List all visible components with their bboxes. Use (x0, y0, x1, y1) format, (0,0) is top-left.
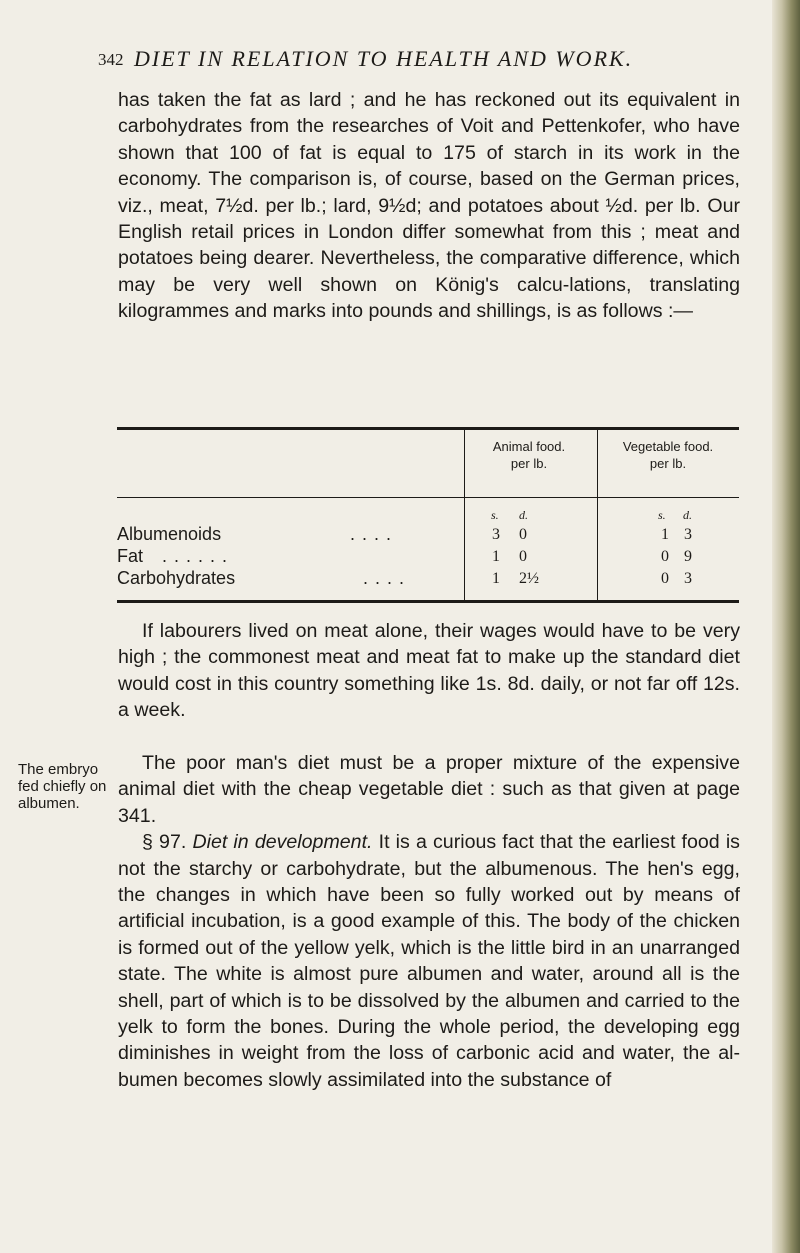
row-label: Fat (117, 546, 144, 566)
section-heading: Diet in development. (192, 831, 373, 854)
page-header (98, 44, 758, 78)
animal-shillings: 1 (492, 548, 500, 565)
section-97 (118, 829, 740, 1093)
animal-pence: 0 (519, 526, 527, 543)
table-row (117, 524, 739, 546)
column-header-vegetable (597, 438, 739, 472)
section-number: § 97. (142, 831, 187, 854)
vegetable-pence: 3 (684, 570, 692, 587)
paragraph-1: has taken the fat as lard ; and he has reckoned out its equivalent in carbohydrates from the researches of Voit and Pettenkofer, who have shown that 100 of fat is equal to 175 of starch in its work in the economy. The comparison is, of course, based on the German prices, viz., meat, 7½d. per lb.; lard, 9½d; and potatoes about ½d. per lb. Our English retail prices in London differ somewhat from this ; meat and potatoes being dearer. Nevertheless, the comparative difference, which may be very well shown on König's calcu-lations, translating kilogrammes and marks into pounds and shillings, is as follows :— (118, 89, 740, 323)
page-edge-shadow (772, 0, 800, 1253)
unit-shillings: s. (658, 508, 666, 522)
unit-pence: d. (683, 508, 692, 522)
vegetable-pence: 9 (684, 548, 692, 565)
unit-shillings: s. (491, 508, 499, 522)
column-header-animal-title: Animal food. (492, 439, 566, 454)
price-table (117, 427, 739, 603)
paragraph-3: The poor man's diet must be a proper mixture of the expensive animal diet with the cheap vegetable diet : such as that given at page 341. (118, 752, 740, 827)
column-header-vegetable-title: Vegetable food. (622, 439, 714, 454)
column-header-animal-unit: per lb. (510, 456, 548, 471)
table-header (117, 430, 739, 497)
page-number: 342 (98, 50, 124, 69)
unit-pence: d. (519, 508, 528, 522)
margin-note (18, 761, 118, 812)
vegetable-pence: 3 (684, 526, 692, 543)
animal-pence: 2½ (519, 570, 539, 587)
section-text: It is a curious fact that the earliest food is not the starchy or carbohydrate, but the albumenous. The hen's egg, the changes in which have been so fully worked out by means of artificial incubation, is a good example of this. The body of the chicken is formed out of the yellow yelk, which is the little bird in an unarranged state. The white is almost pure albumen and water, around all is the shell, part of which is to be dissolved by the albumen and carried to the yelk to form the bones. During the whole period, the developing egg diminishes in weight from the loss of carbonic acid and water, the al-bumen becomes slowly assimilated into the substance of (118, 831, 740, 1091)
leader-dots: . . . . (363, 568, 406, 588)
table-bottom-rule (117, 600, 739, 603)
leader-dots: . . . . (350, 524, 393, 544)
vegetable-shillings: 0 (661, 570, 669, 587)
animal-pence: 0 (519, 548, 527, 565)
vegetable-shillings: 0 (661, 548, 669, 565)
column-header-vegetable-unit: per lb. (649, 456, 687, 471)
column-header-animal (464, 438, 594, 472)
leader-dots: . . . . . . (162, 546, 229, 566)
margin-note-line: The embryo (18, 761, 99, 778)
margin-note-line: fed chiefly on (18, 778, 107, 795)
margin-note-line: albumen. (18, 795, 80, 812)
paragraph-2: If labourers lived on meat alone, their wages would have to be very high ; the commonest meat and meat fat to make up the standard diet would cost in this country something like 1s. 8d. daily, or not far off 12s. a week. (118, 620, 740, 722)
table-row (117, 546, 739, 568)
table-row (117, 568, 739, 590)
row-label: Carbohydrates (117, 568, 236, 588)
row-label: Albumenoids (117, 524, 222, 544)
vegetable-shillings: 1 (661, 526, 669, 543)
animal-shillings: 1 (492, 570, 500, 587)
paragraph-block (118, 750, 740, 1093)
table-body (117, 498, 739, 600)
animal-shillings: 3 (492, 526, 500, 543)
running-title: DIET IN RELATION TO HEALTH AND WORK. (134, 46, 634, 71)
